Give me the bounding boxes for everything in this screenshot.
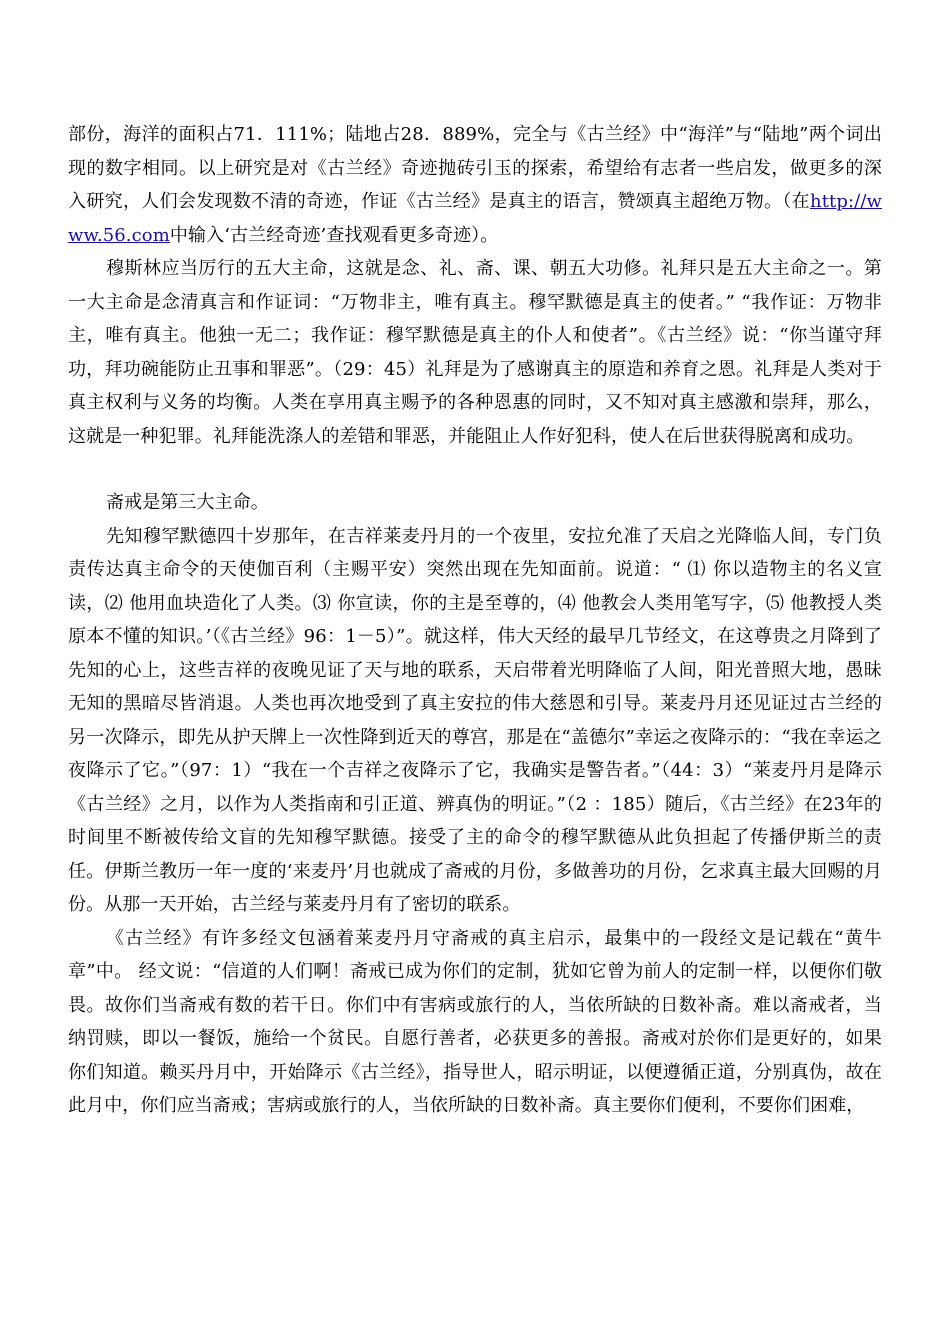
paragraph-quran-fasting-verses: 《古兰经》有许多经文包涵着莱麦丹月守斋戒的真主启示，最集中的一段经文是记载在“黄牛章”中。 经文说：“信道的人们啊！斋戒已成为你们的定制，犹如它曾为前人的定制一样，以便你们敬畏。故你们当斋戒有数的若干日。你们中有害病或旅行的人，当依所缺的日数补斋。难以斋戒者，当纳罚赎，即以一餐饭，施给一个贫民。自愿行善者，必获更多的善报。斋戒对於你们是更好的，如果你们知道。赖买丹月中，开始降示《古兰经》，指导世人，昭示明证，以便遵循正道，分别真伪，故在此月中，你们应当斋戒；害病或旅行的人，当依所缺的日数补斋。真主要你们便利，不要你们困难， <box>68 927 882 1116</box>
paragraph-text: 中输入‘古兰经奇迹’查找观看更多奇迹）。 <box>169 224 499 246</box>
paragraph-quran-miracle-continuation <box>68 118 882 252</box>
website-link[interactable]: http://www.56.com <box>68 191 882 246</box>
paragraph-fasting-heading: 斋戒是第三大主命。 <box>106 492 269 513</box>
paragraph-text: 部份，海洋的面积占71．111%；陆地占28．889%，完全与《古兰经》中“海洋”与“陆地”两个词出现的数字相同。以上研究是对《古兰经》奇迹抛砖引玉的探索，希望给有志者一些启发，做更多的深入研究，人们会发现数不清的奇迹，作证《古兰经》是真主的语言，赞颂真主超绝万物。（在 <box>68 124 882 212</box>
paragraph-revelation-story: 先知穆罕默德四十岁那年，在吉祥莱麦丹月的一个夜里，安拉允准了天启之光降临人间，专门负责传达真主命令的天使伽百利（主赐平安）突然出现在先知面前。说道：“ ⑴ 你以造物主的名义宣读，⑵ 他用血块造化了人类。⑶ 你宣读，你的主是至尊的，⑷ 他教会人类用笔写字，⑸ 他教授人类原本不懂的知识。’（《古兰经》96：1－5）”。就这样，伟大天经的最早几节经文，在这尊贵之月降到了先知的心上，这些吉祥的夜晚见证了天与地的联系，天启带着光明降临了人间，阳光普照大地，愚昧无知的黑暗尽皆消退。人类也再次地受到了真主安拉的伟大慈恩和引导。莱麦丹月还见证过古兰经的另一次降示，即先从护天牌上一次性降到近天的尊宫，那是在“盖德尔”幸运之夜降示的：“我在幸运之夜降示了它。”（97：1）“我在一个吉祥之夜降示了它，我确实是警告者。”（44：3）“莱麦丹月是降示《古兰经》之月，以作为人类指南和引正道、辨真伪的明证。”（2 ：185）随后，《古兰经》在23年的时间里不断被传给文盲的先知穆罕默德。接受了主的命令的穆罕默德从此负担起了传播伊斯兰的责任。伊斯兰教历一年一度的‘来麦丹’月也就成了斋戒的月份，多做善功的月份，乞求真主最大回赐的月份。从那一天开始，古兰经与莱麦丹月有了密切的联系。 <box>68 525 882 915</box>
paragraph-five-pillars: 穆斯林应当厉行的五大主命，这就是念、礼、斋、课、朝五大功修。礼拜只是五大主命之一。第一大主命是念清真言和作证词：“万物非主，唯有真主。穆罕默德是真主的使者。” “我作证：万物非主，唯有真主。他独一无二；我作证：穆罕默德是真主的仆人和使者”。《古兰经》说：“你当谨守拜功，拜功碗能防止丑事和罪恶”。（29：45）礼拜是为了感谢真主的原造和养育之恩。礼拜是人类对于真主权利与义务的均衡。人类在享用真主赐予的各种恩惠的同时，又不知对真主感激和崇拜，那么，这就是一种犯罪。礼拜能洗涤人的差错和罪恶，并能阻止人作好犯科，使人在后世获得脱离和成功。 <box>68 258 882 447</box>
paragraph-spacer <box>68 453 882 486</box>
document-page <box>68 118 882 1123</box>
